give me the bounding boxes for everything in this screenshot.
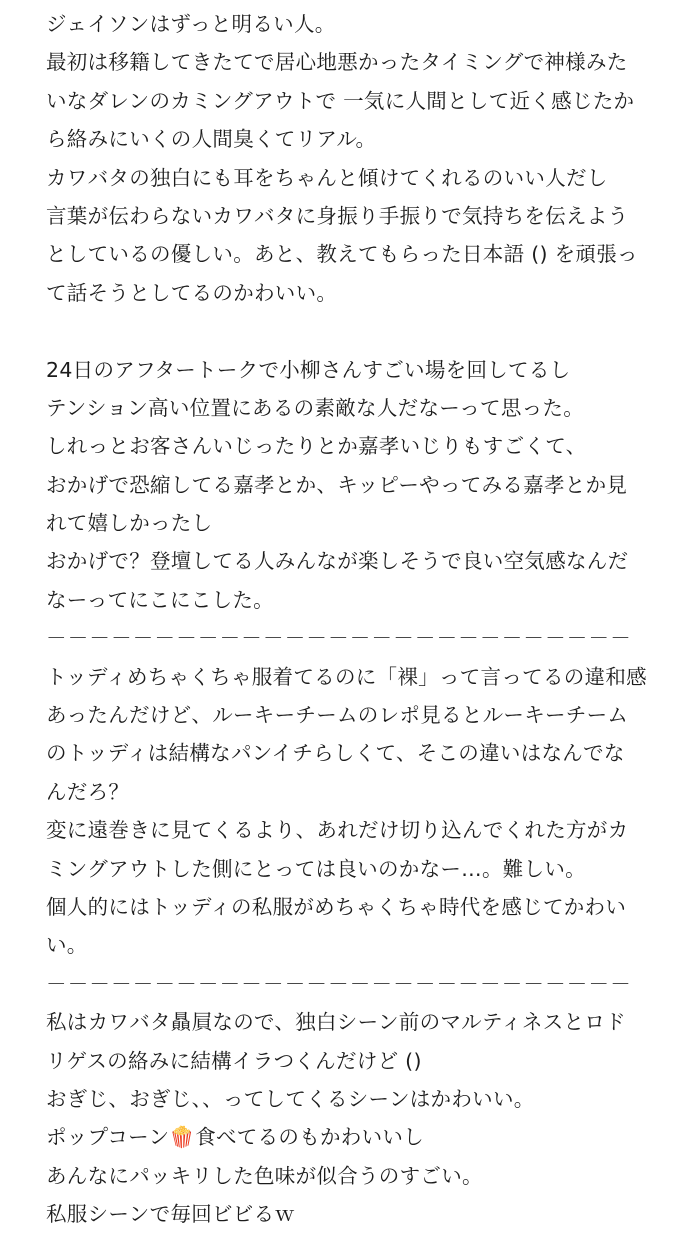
text-line: のトッディは結構なパンイチらしくて、そこの違いはなんでな: [46, 741, 625, 766]
document-body: [46, 0, 686, 1234]
text-line: あったんだけど、ルーキーチームのレポ見るとルーキーチーム: [46, 703, 629, 728]
text-line: 個人的にはトッディの私服がめちゃくちゃ時代を感じてかわい: [46, 894, 627, 919]
text-line: ら絡みにいくの人間臭くてリアル。: [46, 127, 377, 152]
text-line: れて嬉しかったし: [46, 511, 213, 536]
text-line: なーってにこにこした。: [46, 587, 274, 612]
text-line: あんなにパッキリした色味が似合うのすごい。: [46, 1163, 483, 1188]
text-line: おかげで恐縮してる嘉孝とか、キッピーやってみる嘉孝とか見: [46, 472, 628, 497]
text-line: いなダレンのカミングアウトで 一気に人間として近く感じたか: [46, 88, 635, 113]
section-divider: －－－－－－－－－－－－－－－－－－－－－－－－－－－: [46, 971, 632, 996]
text-line: としているの優しい。あと、教えてもらった日本語 () を頑張っ: [46, 242, 638, 267]
text-line: 24日のアフタートークで小柳さんすごい場を回してるし: [46, 357, 571, 382]
text-line: リゲスの絡みに結構イラつくんだけど (): [46, 1048, 422, 1073]
text-line: い。: [46, 933, 88, 958]
text-line: て話そうとしてるのかわいい。: [46, 280, 338, 305]
text-line: おかげで？登壇してる人みんなが楽しそうで良い空気感なんだ: [46, 549, 629, 574]
text-line: んだろ？: [46, 779, 130, 804]
text-line: テンション高い位置にあるの素敵な人だなーって思った。: [46, 395, 585, 420]
text-line: おぎじ、おぎじ、、ってしてくるシーンはかわいい。: [46, 1086, 535, 1111]
text-line: ジェイソンはずっと明るい人。: [46, 12, 336, 36]
blank-line: [46, 312, 686, 350]
text-line: ポップコーン🍿食べてるのもかわいいし: [46, 1125, 424, 1150]
text-line: しれっとお客さんいじったりとか嘉孝いじりもすごくて、: [46, 434, 587, 459]
text-line: トッディめちゃくちゃ服着てるのに「裸」って言ってるの違和感: [46, 664, 647, 689]
text-line: 変に遠巻きに見てくるより、あれだけ切り込んでくれた方がカ: [46, 818, 629, 843]
text-line: カワバタの独白にも耳をちゃんと傾けてくれるのいい人だし: [46, 165, 608, 190]
text-line: 最初は移籍してきたてで居心地悪かったタイミングで神様みた: [46, 50, 628, 75]
text-line: 私はカワバタ贔屓なので、独白シーン前のマルティネスとロド: [46, 1010, 626, 1035]
section-divider: －－－－－－－－－－－－－－－－－－－－－－－－－－－: [46, 626, 632, 651]
text-line: 言葉が伝わらないカワバタに身振り手振りで気持ちを伝えよう: [46, 203, 629, 228]
text-line: 私服シーンで毎回ビビるｗ: [46, 1202, 296, 1227]
text-line: ミングアウトした側にとっては良いのかなー…。難しい。: [46, 856, 586, 881]
